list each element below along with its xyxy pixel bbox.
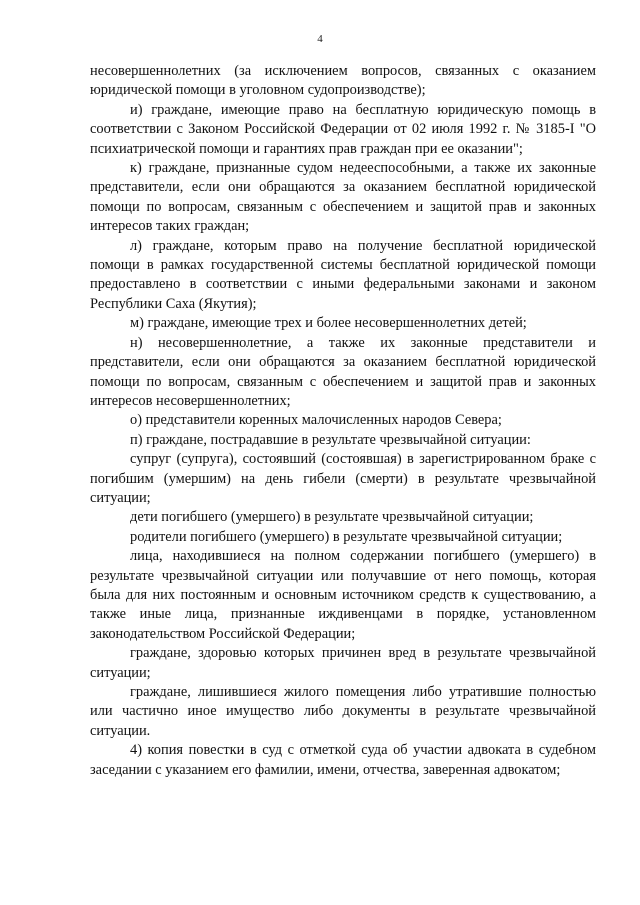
paragraph: м) граждане, имеющие трех и более несовершеннолетних детей; bbox=[130, 315, 527, 332]
paragraph: несовершеннолетних (за исключением вопросов, связанных с оказанием юридической помощи в уголовном судопроизводстве); bbox=[90, 63, 596, 99]
paragraph: п) граждане, пострадавшие в результате чрезвычайной ситуации: bbox=[130, 431, 531, 448]
paragraph: 4) копия повестки в суд с отметкой суда об участии адвоката в судебном заседании с указанием его фамилии, имени, отчества, заверенная адвокатом; bbox=[90, 742, 596, 778]
paragraph: л) граждане, которым право на получение бесплатной юридической помощи в рамках государственной системы бесплатной юридической помощи предоставлено в соответствии с иными федеральными законами и законом Республики Саха (Якутия); bbox=[90, 237, 596, 312]
document-body bbox=[90, 62, 596, 780]
paragraph: лица, находившиеся на полном содержании погибшего (умершего) в результате чрезвычайной ситуации или получавшие от него помощь, которая была для них постоянным и основным источником средств к существованию, а также иные лица, признанные иждивенцами в порядке, установленном законодательством Российской Федерации; bbox=[90, 548, 596, 642]
paragraph: граждане, здоровью которых причинен вред в результате чрезвычайной ситуации; bbox=[90, 645, 596, 681]
paragraph: о) представители коренных малочисленных народов Севера; bbox=[130, 412, 502, 429]
paragraph: дети погибшего (умершего) в результате чрезвычайной ситуации; bbox=[130, 509, 534, 526]
paragraph: и) граждане, имеющие право на бесплатную юридическую помощь в соответствии с Законом Российской Федерации от 02 июля 1992 г. № 3185-I "О психиатрической помощи и гарантиях прав граждан при ее оказании"; bbox=[90, 101, 596, 157]
paragraph: родители погибшего (умершего) в результате чрезвычайной ситуации; bbox=[130, 528, 563, 545]
paragraph: к) граждане, признанные судом недееспособными, а также их законные представители, если они обращаются за оказанием бесплатной юридической помощи по вопросам, связанным с обеспечением и защитой прав и законных интересов таких граждан; bbox=[90, 160, 596, 235]
page-number: 4 bbox=[317, 33, 323, 45]
paragraph: н) несовершеннолетние, а также их законные представители и представители, если они обращаются за оказанием бесплатной юридической помощи по вопросам, связанным с обеспечением и защитой прав и законных интересов несовершеннолетних; bbox=[90, 334, 596, 409]
paragraph: граждане, лишившиеся жилого помещения либо утратившие полностью или частично иное имущество либо документы в результате чрезвычайной ситуации. bbox=[90, 684, 596, 739]
paragraph: супруг (супруга), состоявший (состоявшая) в зарегистрированном браке с погибшим (умершим) на день гибели (смерти) в результате чрезвычайной ситуации; bbox=[90, 451, 596, 506]
